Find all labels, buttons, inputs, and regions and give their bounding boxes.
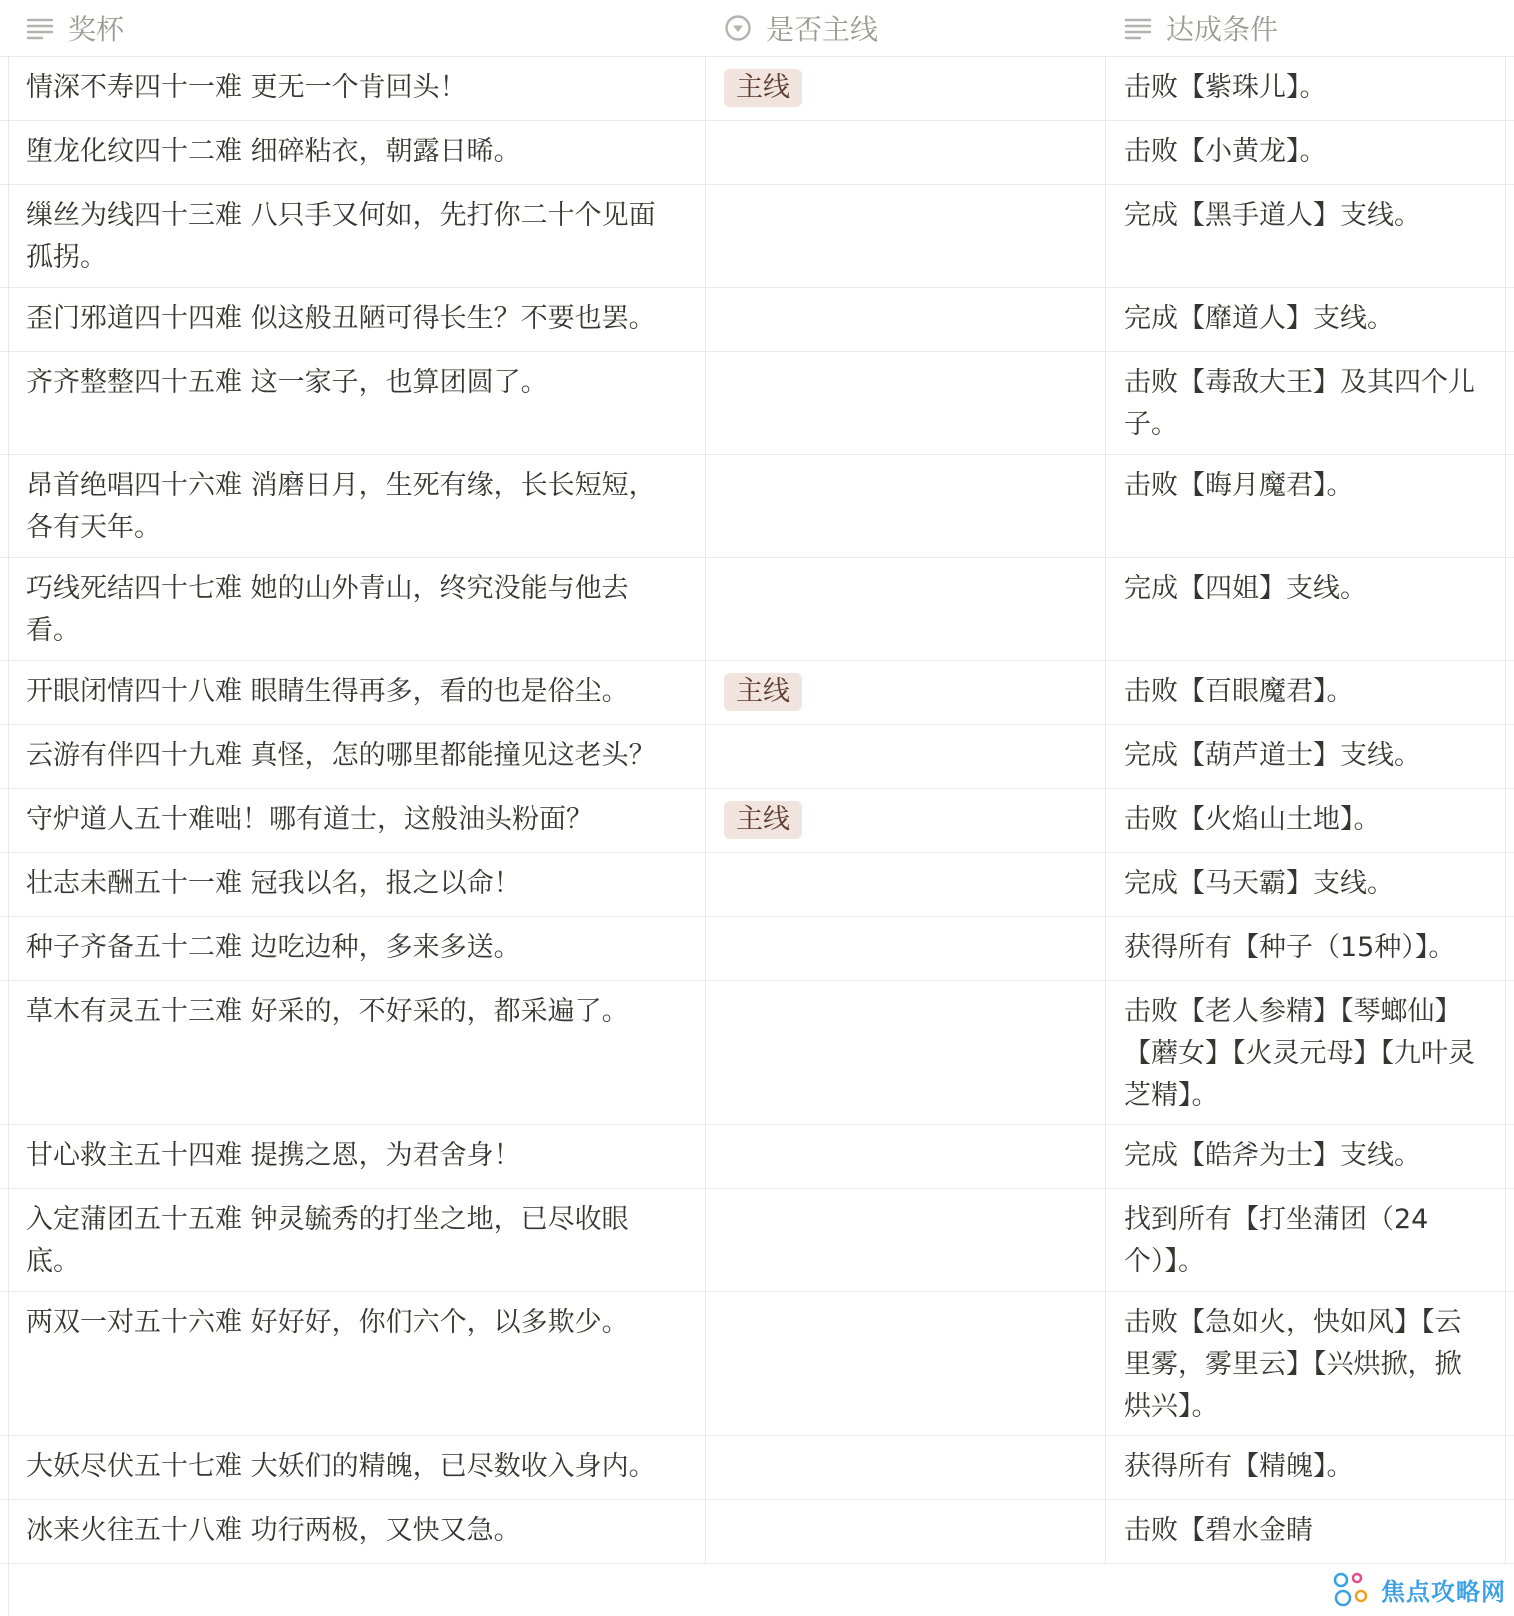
cell-is-main[interactable] (706, 1125, 1106, 1188)
cell-condition[interactable]: 获得所有【精魄】。 (1106, 1436, 1506, 1499)
cell-is-main[interactable] (706, 185, 1106, 287)
cell-is-main[interactable] (706, 981, 1106, 1124)
cell-trophy[interactable]: 云游有伴四十九难 真怪，怎的哪里都能撞见这老头？ (0, 725, 706, 788)
cell-is-main[interactable] (706, 789, 1106, 852)
cell-is-main[interactable] (706, 1500, 1106, 1563)
table-left-border (8, 56, 9, 1616)
cell-is-main[interactable] (706, 661, 1106, 724)
text-lines-icon (26, 16, 54, 40)
main-story-tag: 主线 (724, 673, 802, 711)
cell-trophy[interactable]: 缫丝为线四十三难 八只手又何如，先打你二十个见面孤拐。 (0, 185, 706, 287)
cell-is-main[interactable] (706, 1436, 1106, 1499)
cell-condition[interactable]: 击败【毒敌大王】及其四个儿子。 (1106, 352, 1506, 454)
table-row[interactable] (0, 558, 1514, 661)
cell-condition[interactable]: 击败【小黄龙】。 (1106, 121, 1506, 184)
table-row[interactable] (0, 853, 1514, 917)
table-row[interactable] (0, 1292, 1514, 1436)
cell-trophy[interactable]: 昂首绝唱四十六难 消磨日月，生死有缘，长长短短，各有天年。 (0, 455, 706, 557)
cell-is-main[interactable] (706, 853, 1106, 916)
table-row[interactable] (0, 981, 1514, 1125)
cell-trophy[interactable]: 两双一对五十六难 好好好，你们六个，以多欺少。 (0, 1292, 706, 1435)
column-header-trophy[interactable] (0, 0, 706, 56)
cell-is-main[interactable] (706, 352, 1106, 454)
cell-condition[interactable]: 完成【四姐】支线。 (1106, 558, 1506, 660)
column-header-condition[interactable] (1106, 0, 1506, 56)
table-row[interactable] (0, 1500, 1514, 1564)
cell-condition[interactable]: 击败【火焰山土地】。 (1106, 789, 1506, 852)
cell-condition[interactable]: 击败【晦月魔君】。 (1106, 455, 1506, 557)
column-header-label: 达成条件 (1166, 13, 1279, 46)
watermark-logo-icon (1331, 1568, 1373, 1610)
cell-condition[interactable]: 获得所有【种子（15种）】。 (1106, 917, 1506, 980)
table-row[interactable] (0, 455, 1514, 558)
column-header-label: 奖杯 (68, 13, 125, 46)
table-body (0, 57, 1514, 1564)
main-story-tag: 主线 (724, 69, 802, 107)
cell-condition[interactable]: 找到所有【打坐蒲团（24个）】。 (1106, 1189, 1506, 1291)
table-row[interactable] (0, 1436, 1514, 1500)
cell-condition[interactable]: 完成【马天霸】支线。 (1106, 853, 1506, 916)
table-row[interactable] (0, 57, 1514, 121)
cell-trophy[interactable]: 壮志未酬五十一难 冠我以名，报之以命！ (0, 853, 706, 916)
cell-condition[interactable]: 击败【百眼魔君】。 (1106, 661, 1506, 724)
watermark-text: 焦点攻略网 (1381, 1577, 1506, 1606)
table-row[interactable] (0, 917, 1514, 981)
cell-condition[interactable]: 完成【黑手道人】支线。 (1106, 185, 1506, 287)
cell-trophy[interactable]: 开眼闭情四十八难 眼睛生得再多，看的也是俗尘。 (0, 661, 706, 724)
cell-trophy[interactable]: 齐齐整整四十五难 这一家子，也算团圆了。 (0, 352, 706, 454)
select-circle-icon (724, 14, 752, 42)
column-header-label: 是否主线 (766, 13, 879, 46)
cell-trophy[interactable]: 歪门邪道四十四难 似这般丑陋可得长生？不要也罢。 (0, 288, 706, 351)
cell-trophy[interactable]: 草木有灵五十三难 好采的，不好采的，都采遍了。 (0, 981, 706, 1124)
cell-trophy[interactable]: 甘心救主五十四难 提携之恩，为君舍身！ (0, 1125, 706, 1188)
cell-is-main[interactable] (706, 1292, 1106, 1435)
table-row[interactable] (0, 185, 1514, 288)
watermark (1331, 1568, 1506, 1610)
cell-trophy[interactable]: 守炉道人五十难咄！哪有道士，这般油头粉面？ (0, 789, 706, 852)
cell-is-main[interactable] (706, 455, 1106, 557)
text-lines-icon (1124, 16, 1152, 40)
cell-condition[interactable]: 击败【碧水金睛 (1106, 1500, 1506, 1563)
cell-trophy[interactable]: 巧线死结四十七难 她的山外青山，终究没能与他去看。 (0, 558, 706, 660)
cell-condition[interactable]: 完成【皓斧为士】支线。 (1106, 1125, 1506, 1188)
table-row[interactable] (0, 288, 1514, 352)
table-row[interactable] (0, 661, 1514, 725)
cell-condition[interactable]: 击败【紫珠儿】。 (1106, 57, 1506, 120)
table-row[interactable] (0, 725, 1514, 789)
cell-trophy[interactable]: 堕龙化纹四十二难 细碎粘衣，朝露日晞。 (0, 121, 706, 184)
cell-is-main[interactable] (706, 121, 1106, 184)
cell-condition[interactable]: 击败【急如火，快如风】【云里雾，雾里云】【兴烘掀，掀烘兴】。 (1106, 1292, 1506, 1435)
table-row[interactable] (0, 789, 1514, 853)
table-row[interactable] (0, 1189, 1514, 1292)
cell-is-main[interactable] (706, 57, 1106, 120)
cell-is-main[interactable] (706, 288, 1106, 351)
cell-condition[interactable]: 完成【靡道人】支线。 (1106, 288, 1506, 351)
column-header-is-main[interactable] (706, 0, 1106, 56)
cell-condition[interactable]: 击败【老人参精】【琴螂仙】【蘑女】【火灵元母】【九叶灵芝精】。 (1106, 981, 1506, 1124)
cell-trophy[interactable]: 大妖尽伏五十七难 大妖们的精魄，已尽数收入身内。 (0, 1436, 706, 1499)
table-row[interactable] (0, 1125, 1514, 1189)
table-row[interactable] (0, 121, 1514, 185)
cell-condition[interactable]: 完成【葫芦道士】支线。 (1106, 725, 1506, 788)
table-row[interactable] (0, 352, 1514, 455)
cell-trophy[interactable]: 情深不寿四十一难 更无一个肯回头！ (0, 57, 706, 120)
cell-is-main[interactable] (706, 725, 1106, 788)
cell-is-main[interactable] (706, 1189, 1106, 1291)
table-header (0, 0, 1514, 57)
main-story-tag: 主线 (724, 801, 802, 839)
cell-is-main[interactable] (706, 917, 1106, 980)
cell-trophy[interactable]: 种子齐备五十二难 边吃边种，多来多送。 (0, 917, 706, 980)
cell-trophy[interactable]: 入定蒲团五十五难 钟灵毓秀的打坐之地，已尽收眼底。 (0, 1189, 706, 1291)
cell-is-main[interactable] (706, 558, 1106, 660)
cell-trophy[interactable]: 冰来火往五十八难 功行两极，又快又急。 (0, 1500, 706, 1563)
